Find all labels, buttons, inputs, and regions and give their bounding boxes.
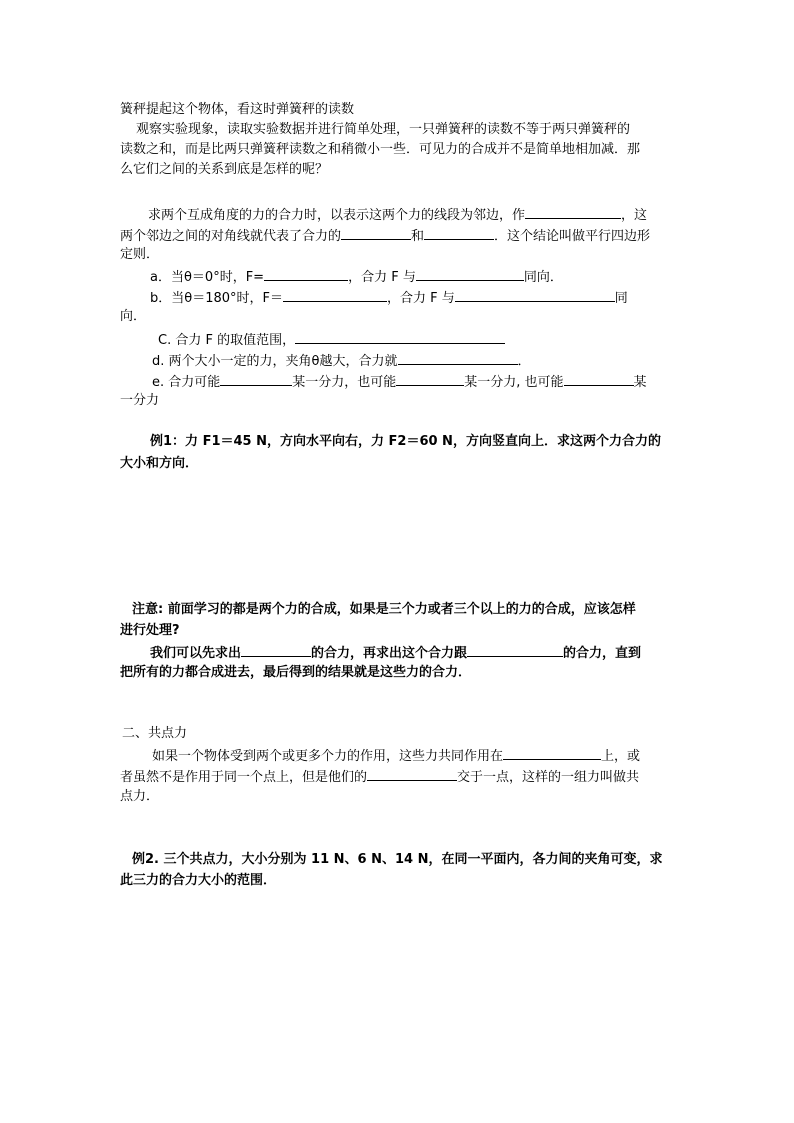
note-text: 我们可以先求出: [150, 646, 242, 661]
note-line-4: 把所有的力都合成进去，最后得到的结果就是这些力的合力．: [120, 665, 472, 680]
note-line-2: 进行处理?: [120, 623, 180, 638]
note-line-3: [150, 642, 641, 664]
answer-blank[interactable]: [220, 371, 292, 386]
item-a: [150, 266, 563, 288]
section2-line-1: [152, 745, 640, 767]
item-b-wrap: 向．: [120, 309, 147, 324]
example1-line-1: 例1：力 F1＝45 N，方向水平向右，力 F2＝60 N，方向竖直向上．求这两个力合力的: [150, 434, 661, 449]
rule-text: ．这个结论叫做平行四边形: [494, 229, 651, 244]
item-text: θ＝180°时，F＝: [184, 291, 284, 306]
answer-blank[interactable]: [283, 287, 387, 302]
answer-blank[interactable]: [416, 266, 524, 281]
item-e-wrap: 一分力: [120, 393, 160, 408]
answer-blank[interactable]: [398, 350, 518, 365]
item-text: C. 合力 F 的取值范围，: [158, 333, 296, 348]
answer-blank[interactable]: [467, 642, 563, 657]
intro-line-2: 观察实验现象，读取实验数据并进行简单处理，一只弹簧秤的读数不等于两只弹簧秤的: [136, 122, 631, 137]
item-e: [152, 371, 647, 393]
section2-line-2: [120, 766, 639, 788]
item-text: θ＝0°时，F=: [183, 270, 265, 285]
section2-line-3: 点力．: [120, 789, 160, 804]
intro-line-1: 簧秤提起这个物体，看这时弹簧秤的读数: [120, 102, 355, 117]
rule-text: 两个邻边之间的对角线就代表了合力的: [120, 229, 342, 244]
section2-text: 交于一点，这样的一组力叫做共: [457, 770, 640, 785]
answer-blank[interactable]: [455, 287, 615, 302]
item-text: ．: [517, 354, 531, 369]
section2-heading: 二、共点力: [122, 726, 188, 741]
answer-blank[interactable]: [503, 745, 601, 760]
answer-blank[interactable]: [396, 371, 464, 386]
example2-line-2: 此三力的合力大小的范围．: [120, 873, 277, 888]
item-text: 同: [614, 291, 628, 306]
section2-text: 者虽然不是作用于同一个点上，但是他们的: [120, 770, 368, 785]
item-text: a．当: [150, 270, 184, 285]
rule-text: ，这: [621, 208, 648, 223]
note-line-1: 注意: 前面学习的都是两个力的合成，如果是三个力或者三个以上的力的合成，应该怎样: [132, 602, 636, 617]
example2-line-1: 例2. 三个共点力，大小分别为 11 N、6 N、14 N，在同一平面内，各力间的夹角可变，求: [132, 852, 663, 867]
item-text: ，合力 F 与: [387, 291, 455, 306]
rule-line-3: 定则．: [120, 247, 160, 262]
rule-line-1: [148, 204, 647, 226]
answer-blank[interactable]: [424, 225, 494, 240]
item-d: [152, 350, 531, 372]
item-text: d. 两个大小一定的力，夹角: [152, 354, 312, 369]
note-text: 的合力，直到: [563, 646, 642, 661]
item-text: ，合力 F 与: [348, 270, 416, 285]
answer-blank[interactable]: [341, 225, 411, 240]
item-text: e. 合力可能: [152, 375, 221, 390]
answer-blank[interactable]: [564, 371, 634, 386]
intro-line-4: 么它们之间的关系到底是怎样的呢？: [120, 162, 329, 177]
answer-blank[interactable]: [241, 642, 311, 657]
item-c: [158, 329, 505, 351]
item-text: 某: [633, 375, 647, 390]
rule-line-2: [120, 225, 650, 247]
section2-text: 上，或: [601, 749, 641, 764]
item-text: 同向．: [523, 270, 563, 285]
rule-text: 和: [411, 229, 425, 244]
answer-blank[interactable]: [264, 266, 348, 281]
item-text: b．当: [150, 291, 185, 306]
item-text: θ越大，合力就: [311, 354, 398, 369]
answer-blank[interactable]: [367, 766, 457, 781]
item-b: [150, 287, 628, 309]
item-text: 某一分力, 也可能: [464, 375, 564, 390]
example1-line-2: 大小和方向．: [120, 456, 199, 471]
item-text: 某一分力，也可能: [292, 375, 397, 390]
rule-text: 求两个互成角度的力的合力时，以表示这两个力的线段为邻边，作: [148, 208, 526, 223]
answer-blank[interactable]: [525, 204, 621, 219]
section2-text: 如果一个物体受到两个或更多个力的作用，这些力共同作用在: [152, 749, 504, 764]
intro-line-3: 读数之和，而是比两只弹簧秤读数之和稍微小一些．可见力的合成并不是简单地相加减．那: [120, 142, 641, 157]
answer-blank[interactable]: [295, 329, 505, 344]
note-text: 的合力，再求出这个合力跟: [311, 646, 468, 661]
